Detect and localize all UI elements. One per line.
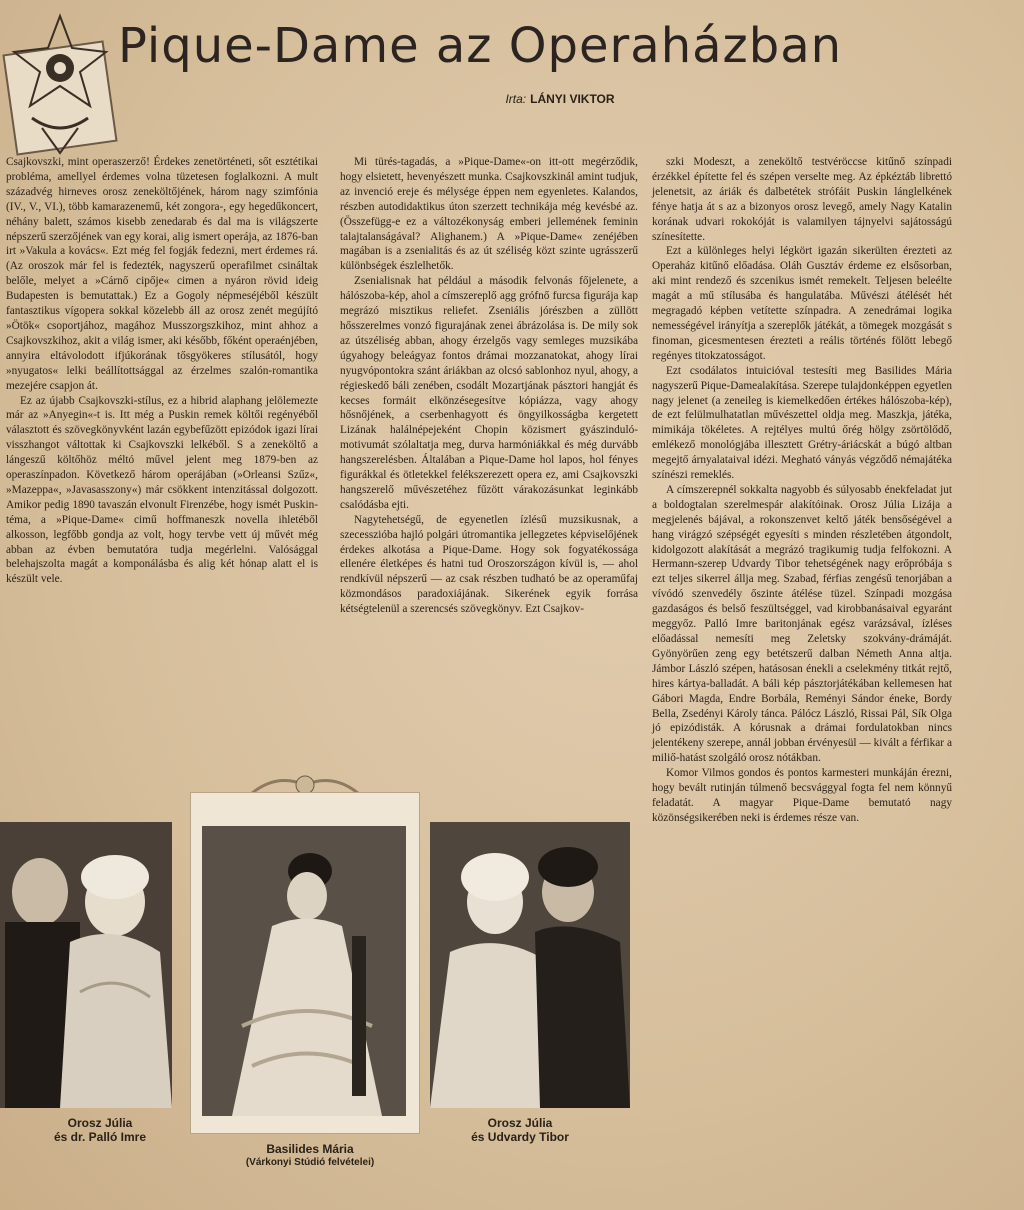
caption-line: és Udvardy Tibor xyxy=(471,1130,569,1144)
paragraph: Mi türés-tagadás, a »Pique-Dame«-on itt-ott megérződik, hogy elsietett, hevenyészett munka. Csajkovszkinál amint tudjuk, az invenció ereje és mélysége éppen nem egyenletes. Kalandos, részben autodidaktikus úton szerzett technikája még kevésbé az. (Összefügg-e ez a változékonyság emberi jellemének feminin talajtalanságával? Alighanem.) A »Pique-Dame« zenéjében magában is a zsenialitás és az út széliség közt szinte ugrásszerű különbségek észlelhetők. xyxy=(340,156,638,273)
photo-caption-1 xyxy=(30,1116,170,1144)
paragraph: Ezt csodálatos intuicióval testesíti meg Basilides Mária nagyszerű Pique-Damealakítása. Szerepe tulajdonképpen egyetlen nagy jelenet (a zeneileg is kiemelkedően értékes hálószoba-kép), de ezt felülmulhatatlan művészettel oldja meg. Maszkja, játéka, mimikája tökéletes. A rejtélyes multú őrég hölgy zsörtölődő, emlékező monológjába illesztett Grétry-áriácskát a búgó altban megejtő árnyalataival idézi. Megható ványás végződő némajátéka színészi remeklés. xyxy=(652,364,952,482)
paragraph: Nagytehetségű, de egyenetlen ízlésű muzsikusnak, a szecesszióba hajló polgári útromantika jellegzetes képviselőjének érdekes alkotása a Pique-Dame. Hogy sok fogyatékossága ellenére életképes és hatni tud Oroszországon kívül is, — ahol rendkívül népszerű — az csak részben tudható be az operaműfaj közmondásos paradoxiájának. Sikerének egyik forrása kétségtelenül a szerencsés szövegkönyv. Ezt Csajkov- xyxy=(340,513,638,616)
photo-caption-2 xyxy=(210,1142,410,1170)
photo-basilides xyxy=(202,826,406,1116)
photo-orosz-palló xyxy=(0,822,172,1108)
article-column-3 xyxy=(652,155,952,826)
ornament-logo-icon xyxy=(2,8,120,158)
caption-credit: (Várkonyi Stúdió felvételei) xyxy=(245,1157,375,1168)
article-column-1 xyxy=(6,155,318,587)
byline-prefix: Irta: xyxy=(505,92,527,106)
article-column-2 xyxy=(340,155,638,617)
photo-caption-3 xyxy=(440,1116,600,1144)
paragraph: Ezt a különleges helyi légkört igazán sikerülten érezteti az Operaház kitűnő előadása. Oláh Gusztáv érdeme ez elsősorban, aki mint rendező és szcenikus ismét remekelt. Teljesen beleélte magát a mű stílusába és hangulatába. Művészi átélését hét megragadó képben vetítette színpadra. A zenedrámai logika nemességével irányítja a szereplők játékát, a tömegek mozgását s finoman, gicesmentesen érezteti a reális történés fölött lebegő regényes titokzatosságot. xyxy=(652,245,952,362)
caption-line: Orosz Júlia xyxy=(487,1116,553,1130)
byline xyxy=(400,92,720,106)
caption-line: Basilides Mária xyxy=(266,1142,354,1156)
photo-orosz-udvardy xyxy=(430,822,630,1108)
author-name: LÁNYI VIKTOR xyxy=(530,92,615,106)
paragraph: Zsenialisnak hat például a második felvonás főjelenete, a hálószoba-kép, ahol a címszereplő agg grófnő furcsa figurája kap megrázó misztikus reliefet. Zseniális jórészben a züllött hősszerelmes vonzó figurajának zenei ábrázolása is. De mily sok az útszéliség abban, ahogy érzelgős vagy semleges muzsikába úgyahogy beleágyaz fontos drámai mozzanatokat, ahogy lírai nyugvópontokra szánt áriákban az olcsó sablonhoz nyul, ahogy, a régieskedő báli zenében, csodált Mozartjának pásztori hangját és kecses formáit elkönzésegesítve kópiázza, vagy ahogy hősnőjének, a cserbenhagyott és öngyilkosságba kergetett Lizának halálnépejeként Chopin közismert gyászinduló-motivumát szólaltatja meg, durva harmóniákkal és még durvább hangszerelésben. Általában a Pique-Dame hol lapos, hol fényes figurákkal és ötletekkel felékszerezett opera ez, ami Csajkovszki hangszerelő művészetéhez fűzött várakozásunkat leginkább csalódásba ejti. xyxy=(340,275,638,511)
paragraph: szki Modeszt, a zeneköltő testvéröccse kitűnő színpadi érzékkel építette fel és szépen verselte meg. Az épkéztáb librettó jelenetsit, az áriák és dalbetétek strófáit Puskin lánglelkének fénye hatja át s az a bizonyos orosz levegő, amely Nagy Katalin korának udvari rokokóját is valamilyen tájnyelvi sajátosságú színesítette. xyxy=(652,156,952,243)
paragraph: Komor Vilmos gondos és pontos karmesteri munkáján érezni, hogy bevált rutinján túlmenő becsvággyal fogta fel nem könnyű feladatát. A magyar Pique-Dame bemutató nagy közönségsikerében neki is érdemes része van. xyxy=(652,767,952,824)
caption-line: és dr. Palló Imre xyxy=(53,1130,147,1144)
page-title: Pique-Dame az Operaházban xyxy=(118,18,843,74)
paragraph: Csajkovszki, mint operaszerző! Érdekes zenetörténeti, sőt esztétikai probléma, amellyel érdemes volna tüzetesen foglalkozni. A mult századvég hirneves orosz zeneköltőjének, három nagy szimfónia (IV., V., VI.), több kamarazenemű, két zongora-, egy hegedűkoncert, néhány balett, számos kisebb zenedarab és dal ma is világszerte népszerű szerzőjének van egy korai, alig ismert operája, az 1876-ban irt »Vakula a kovács«. Ezt még fel fogják fedezni, mert érdemes rá. (Az oroszok már fel is fedezték, nagyszerű operafilmet csináltak belőle, melyet a »Cárnő cipője« cimen a nyáron rövid ideig Budapesten is bemutattak.) Ez a Gogoly népmeséjéből készült fantasztikus vígopera sokkal közelebb áll az orosz zenét megújító »Ötök« csoportjához, magához Musszorgszkihoz, mint ahhoz a Csajkovszkihoz, akit a világ ismer, aki később, főként operaénjében, annyira eltávolodott ifjúkorának tősgyökeres stílusától, hogy »nyugatos« lelki beállítottsággal az érzelmes szalón-romantika mezejére csapjon át. xyxy=(6,156,318,392)
paragraph: Ez az újabb Csajkovszki-stílus, ez a hibrid alaphang jelölemezte már az »Anyegin«-t is. Itt még a Puskin remek költői regényéből választott és szövegkönyvként lazán egybefűzött epizódok igazi lírai visszhangot váltottak ki Csajkovszki lelkéből. S a zeneköltő a lángeszű költőhöz méltó művel jelent meg 1879-ben az operaszínpadon. Következő három operájában (»Orleansi Szűz«, »Mazeppa«, »Javasasszony«) már csökkent intenzitással dolgozott. Amikor pedig 1890 tavaszán elvonult Firenzébe, hogy ismét Puskin-téma, a »Pique-Dame« cimű hoffmaneszk novella ihletéből alkosson, legfőbb gondja az volt, hogy tervbe vett új művét még abban az évben bemutatóra tudja megérlelni. Valósággal belehajszolta magát a komponálásba és alig két hónap alatt el is készült vele. xyxy=(6,394,318,586)
paragraph: A címszerepnél sokkalta nagyobb és súlyosabb énekfeladat jut a boldogtalan szerelmespár alakítóinak. Orosz Júlia Lizája a megjelenés bájával, a rokonszenvet keltő játék bensőségével a hang virágzó szépségét egyesíti s minden részletében átgondolt, kidolgozott alakítását a megrázó tragikumig tudja felfokozni. A Hermann-szerep Udvardy Tibor tehetségének nagy erőpróbája s ezt teljes sikerrel állja meg. Szabad, férfias zengésű tenorjában a vívódó szenvedély őszinte átélése tüzel. Színpadi mozgása gazdaságos és belső feszültséggel, vad kirobbanásaival egyaránt meggyőz. Palló Imre baritonjának egész varázsával, ízléses előadással nemesíti meg Zeletsky szokvány-drámáját. Gyönyörűen zeng egy betétszerű dalban Németh Anna altja. Jámbor László szépen, hatásosan énekli a cselekmény titkát rejtő, hires kártya-balladát. A báli kép pásztorjátékában kellemesen hat Gábori Magda, Endre Borbála, Reményi Sándor éneke, Bordy Bella, Zsedényi Károly tánca. Pálócz László, Rissai Pál, Sík Olga jó epizódisták. A kórusnak a drámai fordulatokban nincs jelentékeny szerepe, annál jobban érvényesül — kivált a férfikar a miliő-hatást szolgáló orosz nótákban. xyxy=(652,483,952,765)
caption-line: Orosz Júlia xyxy=(67,1116,133,1130)
